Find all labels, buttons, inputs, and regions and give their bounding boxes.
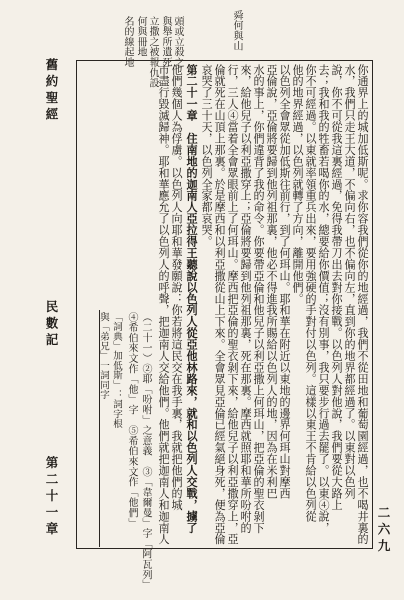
footnote-line: ④希伯來文作「他」字 ⑤希伯來文作「他們」 [126, 312, 137, 529]
text-column: 去；我和我的牲畜若喝你的水，總要給你價值；沒有別事，我只要步行過去罷了。以東④說， [317, 64, 330, 534]
book-name: 民數記 [44, 300, 59, 350]
text-column: 你通界上的城加低斯呢。求你容我們從你的地經過，我們不從田地和葡萄園經過，也不喝井裏的 [356, 64, 369, 545]
header-note: 立撒之被報仇設 [147, 16, 158, 89]
reference-note: 「詞典」加低斯」：詞字根 [111, 312, 122, 429]
text-column: 以色列全會眾從加低斯往前行，到了何珥山。耶和華在附近以東地的邊界何珥山對摩西 [278, 64, 291, 500]
text-column: 水，我們只走王大道，不偏向右，也不偏向左，直到你的地界都經過了。以東對以色列 [343, 64, 356, 500]
header-note: 名的線起地 [122, 16, 133, 68]
text-column: 市盡行毀滅歸神。耶和華應允了以色列人的呼聲，把迦南人交給他們。他們就把迦南人和迦南人 [157, 64, 170, 545]
reference-note: 與「弟兄」一詞同字 [98, 312, 109, 400]
header-note: 頭或立殺之 [172, 16, 183, 68]
header-note: 何與冊地 [135, 16, 146, 58]
chapter-heading: 第二十一章 [44, 456, 59, 539]
footnote-line: （二十一）②耶「吩咐」之意義 ③「韋爾曼」字「阿瓦列」 [140, 312, 151, 591]
text-column: 第二十一章 住南地的迦南人亞拉得王聽說以色列人從亞他林路來，就和以色列人交戰，擄了 [185, 64, 198, 534]
header-note: 舜何與山 [231, 10, 242, 52]
text-column: 你不可經過。以東就率領重兵出來，要用強硬的手對付以色列。這樣以東王不肯給以色列從 [304, 64, 317, 522]
text-column: 倫就死在山頂上那裏。於是摩西和以利亞撒從山上下來。全會眾見亞倫已經氣絕身死，便為亞倫 [213, 64, 226, 545]
text-column: 他們幾個人為俘虜。以色列人向耶和華發願說：你若將這民交在我手裏，我就把他們的城 [170, 64, 183, 511]
text-column: 他的地界經過，以色列就轉了方向，離開他們。 [291, 64, 304, 305]
page-number: 二六九 [376, 506, 391, 556]
text-column: 亞倫說，亞倫將要歸到他列祖那裏，他必不得進我所賜給以色列人的地，因為在米利巴 [265, 64, 278, 500]
book-title: 舊約聖經 [44, 58, 59, 124]
text-column: 來，給他兒子以利亞撒穿上；亞倫將要歸到他列祖那裏，死在那裏。摩西就照耶和華所吩咐的 [239, 64, 252, 534]
text-column: 水的事上，你們違背了我的命令。你要帶亞倫和他兒子以利亞撒上何珥山，把亞倫的聖衣剝下 [252, 64, 265, 534]
text-column: 說，你不可從我這裏經過，免得我帶刀出去對你接戰。以色列人對他說，我們要從大路上 [330, 64, 343, 511]
header-note: 與舉所遺死 [160, 16, 171, 68]
text-column: 哀哭了三十天，以色列全家都哀哭。 [200, 64, 213, 248]
text-column: 行，三人④當着全會眾眼前上了何珥山。摩西把亞倫的聖衣剝下來，給他兒子以利亞撒穿上，亞 [226, 64, 239, 545]
